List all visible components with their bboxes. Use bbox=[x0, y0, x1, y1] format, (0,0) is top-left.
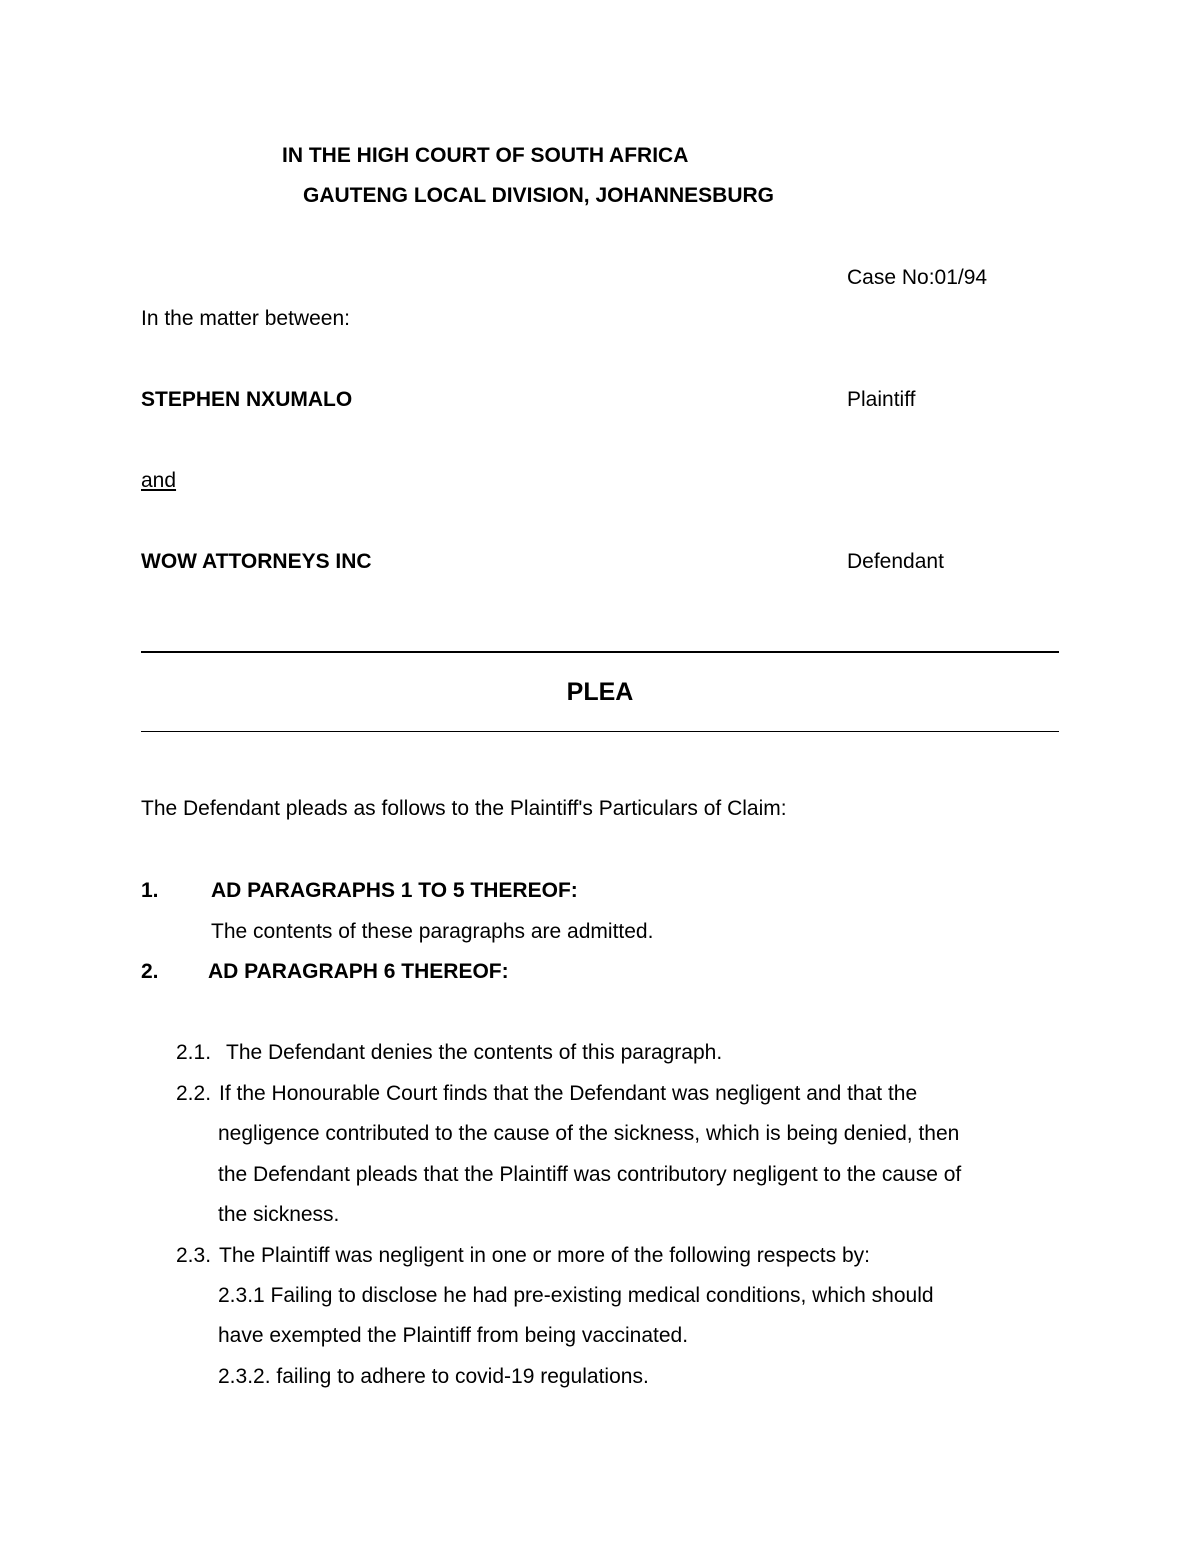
subparagraph-2-2-line-3: the Defendant pleads that the Plaintiff was contributory negligent to the cause of bbox=[218, 1163, 962, 1186]
paragraph-2-number: 2. bbox=[141, 960, 159, 983]
subparagraph-2-2-line-1: If the Honourable Court finds that the Defendant was negligent and that the bbox=[219, 1082, 918, 1105]
item-2-3-2-text: 2.3.2. failing to adhere to covid-19 regulations. bbox=[218, 1365, 649, 1388]
title-top-rule bbox=[141, 651, 1059, 653]
document-title: PLEA bbox=[566, 678, 634, 706]
title-bottom-rule bbox=[141, 731, 1059, 732]
matter-between-label: In the matter between: bbox=[141, 307, 350, 330]
item-2-3-1-line-1: 2.3.1 Failing to disclose he had pre-existing medical conditions, which should bbox=[218, 1284, 934, 1307]
plaintiff-name: STEPHEN NXUMALO bbox=[141, 388, 353, 411]
item-2-3-1-line-2: have exempted the Plaintiff from being vaccinated. bbox=[218, 1324, 689, 1347]
intro-statement: The Defendant pleads as follows to the Plaintiff's Particulars of Claim: bbox=[141, 797, 787, 820]
subparagraph-2-1-text: The Defendant denies the contents of this paragraph. bbox=[226, 1041, 723, 1064]
paragraph-1-number: 1. bbox=[141, 879, 159, 902]
subparagraph-2-3-number: 2.3. bbox=[176, 1244, 212, 1267]
subparagraph-2-3-text: The Plaintiff was negligent in one or more of the following respects by: bbox=[219, 1244, 870, 1267]
defendant-name: WOW ATTORNEYS INC bbox=[141, 550, 372, 573]
subparagraph-2-2-number: 2.2. bbox=[176, 1082, 212, 1105]
case-number: Case No:01/94 bbox=[847, 266, 988, 289]
paragraph-2-heading: AD PARAGRAPH 6 THEREOF: bbox=[208, 960, 509, 983]
court-division: GAUTENG LOCAL DIVISION, JOHANNESBURG bbox=[303, 184, 774, 207]
subparagraph-2-2-line-2: negligence contributed to the cause of the sickness, which is being denied, then bbox=[218, 1122, 960, 1145]
court-name: IN THE HIGH COURT OF SOUTH AFRICA bbox=[282, 144, 689, 167]
paragraph-1-body: The contents of these paragraphs are admitted. bbox=[211, 920, 654, 943]
defendant-role: Defendant bbox=[847, 550, 944, 573]
plaintiff-role: Plaintiff bbox=[847, 388, 916, 411]
paragraph-1-heading: AD PARAGRAPHS 1 TO 5 THEREOF: bbox=[211, 879, 578, 902]
subparagraph-2-1-number: 2.1. bbox=[176, 1041, 212, 1064]
and-conjunction: and bbox=[141, 469, 177, 492]
subparagraph-2-2-line-4: the sickness. bbox=[218, 1203, 340, 1226]
